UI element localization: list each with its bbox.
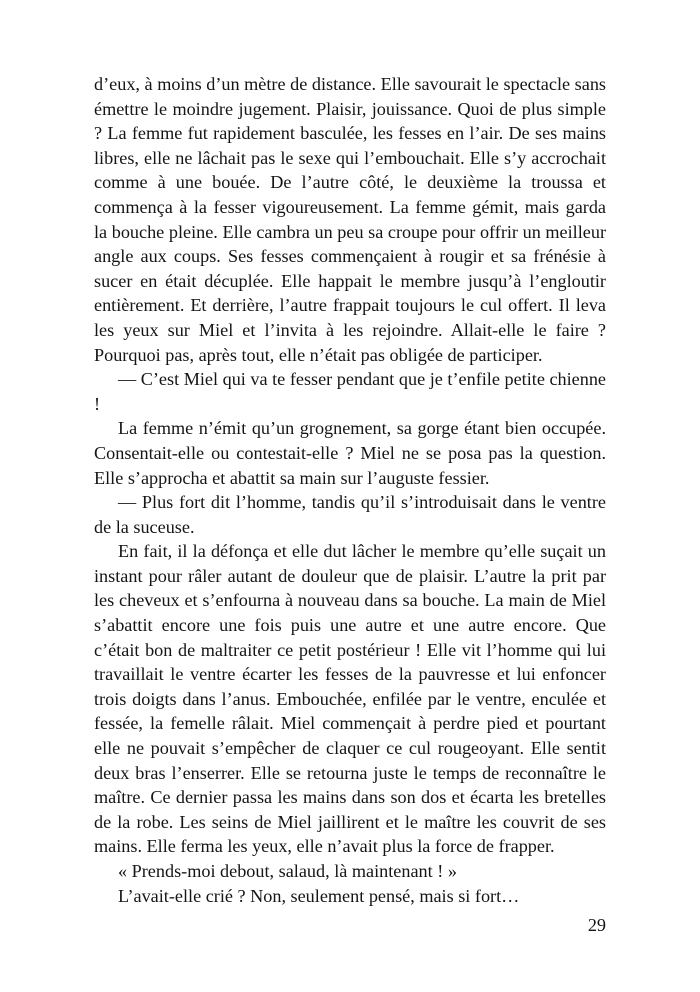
paragraph-3: La femme n’émit qu’un grognement, sa gorge étant bien occupée. Consentait-elle ou contestait-elle ? Miel ne se posa pas la question. Elle s’approcha et abattit sa main sur l’auguste fessier. — [94, 418, 606, 488]
paragraph-5: En fait, il la défonça et elle dut lâcher le membre qu’elle suçait un instant pour râler autant de douleur que de plaisir. L’autre la prit par les cheveux et s’enfourna à nouveau dans sa bouche. La main de Miel s’abattit encore une fois puis une autre et une autre encore. Que c’était bon de maltraiter ce petit postérieur ! Elle vit l’homme qui lui travaillait le ventre écarter les fesses de la pauvresse et lui enfoncer trois doigts dans l’anus. Embouchée, enfilée par le ventre, enculée et fessée, la femelle râlait. Miel commençait à perdre pied et pourtant elle ne pouvait s’empêcher de claquer ce cul rougeoyant. Elle sentit deux bras l’enserrer. Elle se retourna juste le temps de reconnaître le maître. Ce dernier passa les mains dans son dos et écarta les bretelles de la robe. Les seins de Miel jaillirent et le maître les couvrit de ses mains. Elle ferma les yeux, elle n’avait plus la force de frapper. — [94, 541, 606, 857]
body-text — [94, 72, 606, 908]
paragraph-7: L’avait-elle crié ? Non, seulement pensé, mais si fort… — [118, 885, 520, 906]
paragraph-6: « Prends-moi debout, salaud, là maintenant ! » — [118, 861, 457, 881]
paragraph-4: — Plus fort dit l’homme, tandis qu’il s’introduisait dans le ventre de la suceuse. — [94, 492, 606, 537]
paragraph-1: d’eux, à moins d’un mètre de distance. Elle savourait le spectacle sans émettre le moindre jugement. Plaisir, jouissance. Quoi de plus simple ? La femme fut rapidement basculée, les fesses en l’air. De ses mains libres, elle ne lâchait pas le sexe qui l’embouchait. Elle s’y accrochait comme à une bouée. De l’autre côté, le deuxième la troussa et commença à la fesser vigoureusement. La femme gémit, mais garda la bouche pleine. Elle cambra un peu sa croupe pour offrir un meilleur angle aux coups. Ses fesses commençaient à rougir et sa frénésie à sucer en était décuplée. Elle happait le membre jusqu’à l’engloutir entièrement. Et derrière, l’autre frappait toujours le cul offert. Il leva les yeux sur Miel et l’invita à les rejoindre. Allait-elle le faire ? Pourquoi pas, après tout, elle n’était pas obligée de participer. — [94, 74, 606, 365]
paragraph-2: — C’est Miel qui va te fesser pendant que je t’enfile petite chienne ! — [94, 369, 606, 414]
page-number: 29 — [587, 915, 606, 935]
